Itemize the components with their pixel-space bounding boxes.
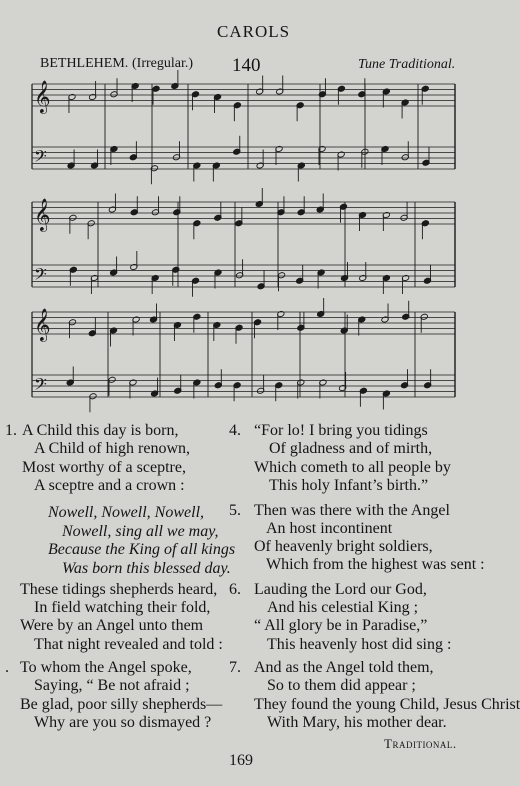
verse-line: Which cometh to all people by <box>254 459 451 476</box>
treble-clef-icon: 𝄞 <box>34 308 51 341</box>
verse-number: . <box>5 659 9 676</box>
verse-number: 1. <box>5 422 17 439</box>
bass-clef-icon: 𝄢 <box>34 264 47 288</box>
verse-line: Be glad, poor silly shepherds— <box>20 696 223 713</box>
treble-clef-icon: 𝄞 <box>34 198 51 231</box>
bass-clef-icon: 𝄢 <box>34 146 47 170</box>
verse-line: Were by an Angel unto them <box>20 617 204 634</box>
verse-line: Which from the highest was sent : <box>266 556 485 573</box>
verse-line: In field watching their fold, <box>34 599 211 616</box>
tune-name: BETHLEHEM. <box>40 56 129 71</box>
verse-line: Most worthy of a sceptre, <box>22 459 186 476</box>
verse-line: That night revealed and told : <box>34 636 223 653</box>
verse-line: Why are you so dismayed ? <box>34 714 212 731</box>
verse-number: 6. <box>229 581 241 598</box>
verse-line: Saying, “ Be not afraid ; <box>34 677 190 694</box>
verse-line: So to them did appear ; <box>267 677 416 694</box>
verse-line: This holy Infant’s birth.” <box>269 477 429 494</box>
verse-line: A Child this day is born, <box>22 422 179 439</box>
verse-line: Of gladness and of mirth, <box>269 440 433 457</box>
verse-line: Nowell, Nowell, Nowell, <box>48 504 205 521</box>
verse-number: 7. <box>229 659 241 676</box>
verse-line: Then was there with the Angel <box>254 502 450 519</box>
treble-clef-icon: 𝄞 <box>34 80 51 113</box>
verse-line: With Mary, his mother dear. <box>267 714 447 731</box>
verse-number: 5. <box>229 502 241 519</box>
meter: (Irregular.) <box>132 56 194 71</box>
page-number: 169 <box>229 752 253 769</box>
verse-line: “ All glory be in Paradise,” <box>254 617 428 634</box>
verse-line: Because the King of all kings <box>48 541 236 558</box>
verse-line: They found the young Child, Jesus Christ <box>254 696 520 713</box>
bass-clef-icon: 𝄢 <box>34 374 47 398</box>
verse-line: A Child of high renown, <box>34 440 190 457</box>
hymn-number: 140 <box>232 55 261 76</box>
verse-line: And as the Angel told them, <box>254 659 434 676</box>
verse-number: 4. <box>229 422 241 439</box>
music-score <box>0 0 480 420</box>
verse-line: A sceptre and a crown : <box>34 477 185 494</box>
verse-line: An host incontinent <box>266 520 393 537</box>
attribution: Traditional. <box>384 736 457 751</box>
verse-line: Was born this blessed day. <box>62 560 231 577</box>
tune-source: Tune Traditional. <box>358 57 456 72</box>
verse-line: These tidings shepherds heard, <box>20 581 218 598</box>
verse-line: Lauding the Lord our God, <box>254 581 427 598</box>
section-title: CAROLS <box>217 22 291 41</box>
verse-line: This heavenly host did sing : <box>267 636 452 653</box>
verse-line: To whom the Angel spoke, <box>20 659 192 676</box>
verse-line: Nowell, sing all we may, <box>62 523 219 540</box>
verse-line: Of heavenly bright soldiers, <box>254 538 433 555</box>
verse-line: And his celestial King ; <box>267 599 419 616</box>
verse-line: “For lo! I bring you tidings <box>254 422 428 439</box>
